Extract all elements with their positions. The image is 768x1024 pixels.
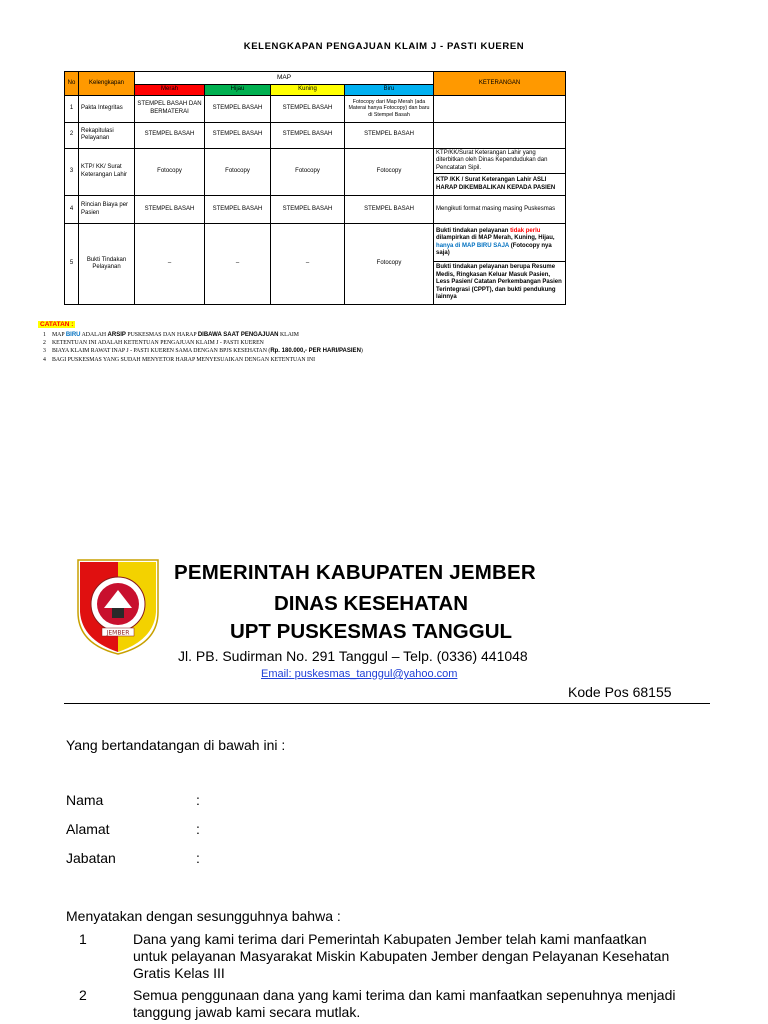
cell-hijau: Fotocopy bbox=[205, 148, 271, 196]
cell-kuning: STEMPEL BASAH bbox=[271, 122, 345, 148]
header-map: MAP bbox=[135, 72, 434, 85]
keterangan-highlight-red: tidak perlu bbox=[510, 227, 541, 234]
keterangan-highlight-blue: hanya di MAP BIRU SAJA bbox=[436, 242, 510, 249]
cell-kuning: Fotocopy bbox=[271, 148, 345, 196]
cell-merah: STEMPEL BASAH DAN BERMATERAI bbox=[135, 95, 205, 122]
cell-kuning: STEMPEL BASAH bbox=[271, 196, 345, 224]
field-jabatan bbox=[66, 850, 200, 866]
note-number: 4 bbox=[43, 356, 46, 363]
cell-hijau: – bbox=[205, 224, 271, 305]
note-item bbox=[38, 347, 558, 355]
field-colon: : bbox=[196, 850, 200, 866]
keterangan-text: (Fotocopy nya saja) bbox=[436, 242, 552, 256]
notes-label: CATATAN : bbox=[40, 321, 74, 328]
cell-biru: Fotocopy dari Map Merah (ada Materai hanya Fotocopy) dan baru di Stempel Basah bbox=[345, 95, 434, 122]
note-text: MAP bbox=[52, 332, 66, 338]
cell-no: 4 bbox=[65, 196, 79, 224]
statement-text: Dana yang kami terima dari Pemerintah Kabupaten Jember telah kami manfaatkan untuk pelayanan Masyarakat Miskin Kabupaten Jember dengan Pelayanan Kesehatan Gratis Kelas III bbox=[133, 931, 670, 981]
divider-line bbox=[64, 703, 710, 704]
cell-biru: Fotocopy bbox=[345, 148, 434, 196]
cell-keterangan-a: KTP/KK/Surat Keterangan Lahir yang diterbitkan oleh Dinas Kependudukan dan Pencatatan Sipil. bbox=[434, 148, 566, 174]
statement-number: 2 bbox=[79, 987, 87, 1003]
cell-keterangan-b: KTP /KK / Surat Keterangan Lahir ASLI HARAP DIKEMBALIKAN KEPADA PASIEN bbox=[434, 174, 566, 196]
cell-no: 3 bbox=[65, 148, 79, 196]
cell-kuning: – bbox=[271, 224, 345, 305]
cell-keterangan: Mengikuti format masing masing Puskesmas bbox=[434, 196, 566, 224]
header-keterangan: KETERANGAN bbox=[434, 72, 566, 96]
cell-hijau: STEMPEL BASAH bbox=[205, 122, 271, 148]
email-link[interactable]: Email: puskesmas_tanggul@yahoo.com bbox=[261, 668, 458, 680]
logo-text: JEMBER bbox=[106, 629, 130, 637]
note-bold: Rp. 180.000,- PER HARI/PASIEN bbox=[270, 348, 361, 355]
header-kuning: Kuning bbox=[271, 85, 345, 96]
field-colon: : bbox=[196, 792, 200, 808]
org-line-3: UPT PUSKESMAS TANGGUL bbox=[229, 620, 513, 643]
postal-code: Kode Pos 68155 bbox=[568, 684, 672, 700]
cell-biru: STEMPEL BASAH bbox=[345, 196, 434, 224]
cell-keterangan bbox=[434, 95, 566, 122]
document-title: KELENGKAPAN PENGAJUAN KLAIM J - PASTI KUEREN bbox=[243, 41, 525, 52]
cell-merah: Fotocopy bbox=[135, 148, 205, 196]
statement-number: 1 bbox=[79, 931, 87, 947]
cell-kuning: STEMPEL BASAH bbox=[271, 95, 345, 122]
table-row bbox=[65, 122, 566, 148]
requirements-table bbox=[64, 71, 566, 305]
header-kelengkapan: Kelengkapan bbox=[79, 72, 135, 96]
table-row bbox=[65, 224, 566, 262]
table-row bbox=[65, 148, 566, 174]
note-item bbox=[38, 356, 558, 364]
table-row bbox=[65, 95, 566, 122]
note-number: 2 bbox=[43, 340, 46, 347]
note-text: PUSKESMAS DAN HARAP bbox=[125, 332, 198, 338]
field-label: Alamat bbox=[66, 821, 110, 837]
table-header-row bbox=[65, 72, 566, 85]
field-alamat bbox=[66, 821, 200, 837]
note-text: BIAYA KLAIM RAWAT INAP J - PASTI KUEREN SAMA DENGAN BPJS KESEHATAN ( bbox=[52, 348, 271, 355]
address: Jl. PB. Sudirman No. 291 Tanggul – Telp. (0336) 441048 bbox=[178, 648, 528, 664]
keterangan-text: dilampirkan di MAP Merah, Kuning, Hijau, bbox=[436, 235, 555, 241]
note-number: 1 bbox=[43, 332, 46, 338]
header-no: No bbox=[65, 72, 79, 96]
cell-hijau: STEMPEL BASAH bbox=[205, 196, 271, 224]
note-text: BAGI PUSKESMAS YANG SUDAH MENYETOR HARAP MENYESUAIKAN DENGAN KETENTUAN INI bbox=[52, 356, 316, 363]
keterangan-text: Bukti tindakan pelayanan bbox=[436, 227, 511, 234]
table-row bbox=[65, 196, 566, 224]
cell-no: 5 bbox=[65, 224, 79, 305]
field-colon: : bbox=[196, 821, 200, 837]
statement-text: Semua penggunaan dana yang kami terima dan kami manfaatkan sepenuhnya menjadi tanggung jawab kami secara mutlak. bbox=[133, 987, 676, 1020]
cell-keterangan-a bbox=[434, 224, 566, 262]
header-merah: Merah bbox=[135, 85, 205, 96]
cell-hijau: STEMPEL BASAH bbox=[205, 95, 271, 122]
note-text: KETENTUAN INI ADALAH KETENTUAN PENGAJUAN KLAIM J - PASTI KUEREN bbox=[52, 340, 264, 347]
cell-merah: STEMPEL BASAH bbox=[135, 122, 205, 148]
note-bold: DIBAWA SAAT PENGAJUAN bbox=[197, 332, 279, 338]
org-line-2: DINAS KESEHATAN bbox=[274, 592, 468, 615]
field-nama bbox=[66, 792, 200, 808]
field-label: Nama bbox=[66, 792, 104, 808]
header-biru: Biru bbox=[345, 85, 434, 96]
cell-biru: STEMPEL BASAH bbox=[345, 122, 434, 148]
cell-item: Pakta Integritas bbox=[79, 95, 135, 122]
note-bold: ARSIP bbox=[107, 332, 126, 338]
cell-item: KTP/ KK/ Surat Keterangan Lahir bbox=[79, 148, 135, 196]
notes-section bbox=[38, 313, 558, 364]
note-item bbox=[38, 331, 558, 339]
cell-biru: Fotocopy bbox=[345, 224, 434, 305]
note-number: 3 bbox=[43, 348, 46, 355]
cell-merah: STEMPEL BASAH bbox=[135, 196, 205, 224]
note-text: ADALAH bbox=[80, 332, 108, 338]
cell-no: 1 bbox=[65, 95, 79, 122]
note-item bbox=[38, 339, 558, 347]
org-line-1: PEMERINTAH KABUPATEN JEMBER bbox=[174, 561, 536, 584]
note-highlight: BIRU bbox=[65, 332, 81, 338]
cell-merah: – bbox=[135, 224, 205, 305]
field-label: Jabatan bbox=[66, 850, 116, 866]
cell-item: Rekapitulasi Pelayanan bbox=[79, 122, 135, 148]
cell-item: Bukti Tindakan Pelayanan bbox=[79, 224, 135, 305]
note-text: ) bbox=[360, 348, 363, 355]
cell-keterangan bbox=[434, 122, 566, 148]
note-text: KLAIM bbox=[278, 332, 299, 338]
declaration-text: Menyatakan dengan sesungguhnya bahwa : bbox=[66, 908, 341, 924]
cell-item: Rincian Biaya per Pasien bbox=[79, 196, 135, 224]
cell-no: 2 bbox=[65, 122, 79, 148]
cell-keterangan-b: Bukti tindakan pelayanan berupa Resume Medis, Ringkasan Keluar Masuk Pasien, Less Pasien/ Catatan Perkembangan Pasien Terintegrasi (CPPT), dan bukti pendukung lainnya bbox=[434, 262, 566, 305]
header-hijau: Hijau bbox=[205, 85, 271, 96]
intro-text: Yang bertandatangan di bawah ini : bbox=[66, 737, 286, 753]
